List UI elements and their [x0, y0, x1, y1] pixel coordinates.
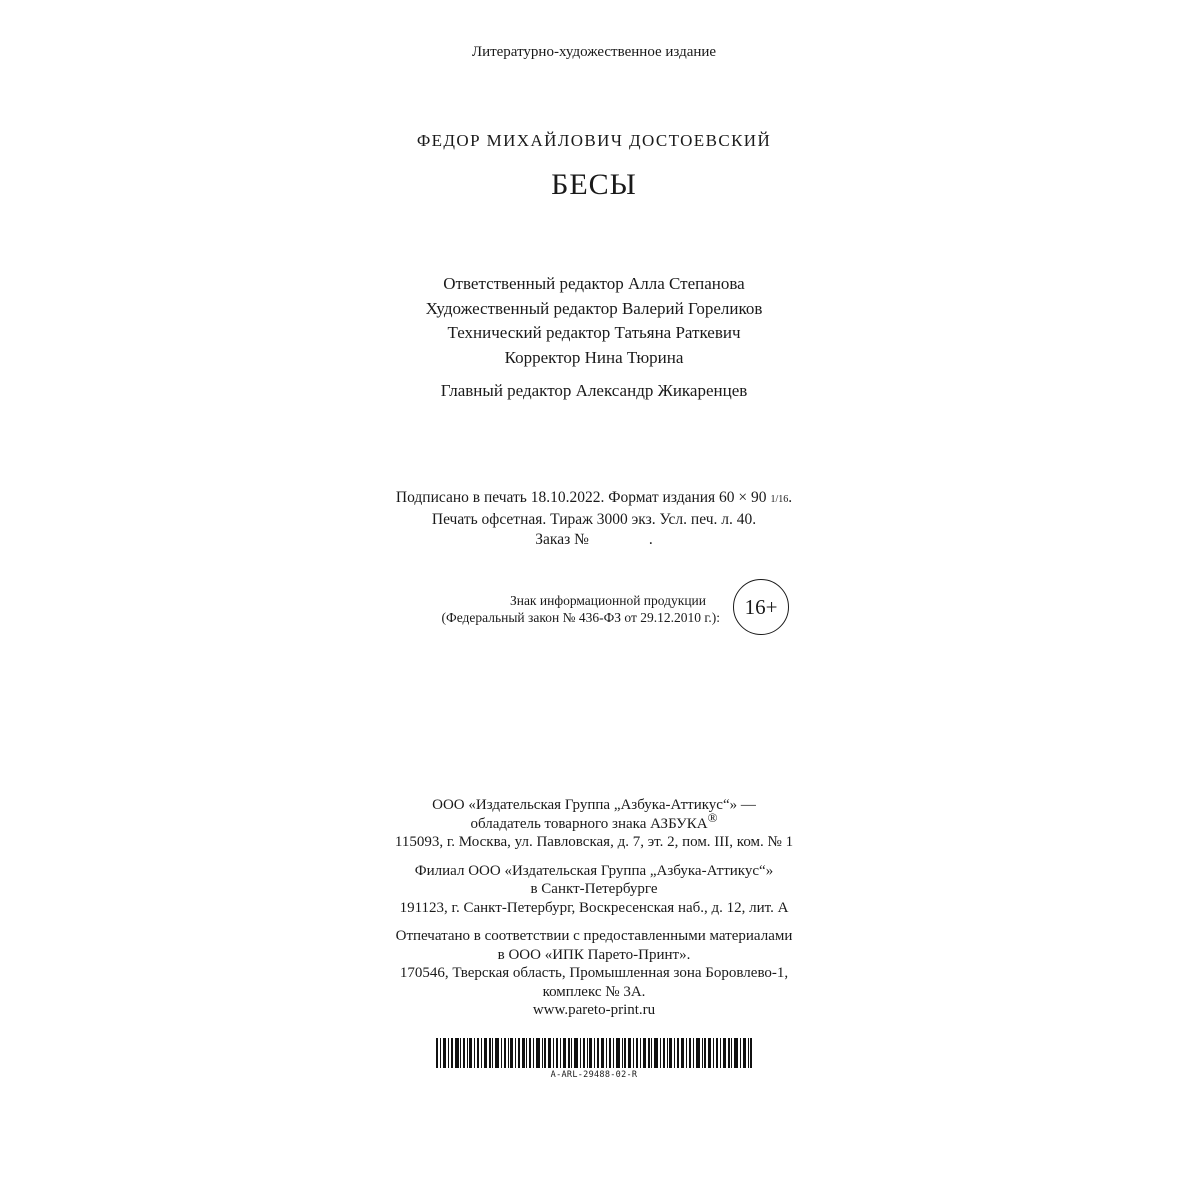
- edition-type: Литературно-художественное издание: [471, 44, 717, 60]
- branch-address: 191123, г. Санкт-Петербург, Воскресенская наб., д. 12, лит. А: [399, 899, 789, 916]
- printer-block: [0, 927, 1188, 1020]
- barcode-code: A-ARL-29488-02-R: [550, 1070, 638, 1080]
- printer-line-3: 170546, Тверская область, Промышленная зона Боровлево-1,: [399, 965, 789, 981]
- registered-mark: ®: [707, 809, 718, 825]
- branch-city: в Санкт-Петербурге: [530, 881, 658, 897]
- printer-website: www.pareto-print.ru: [532, 1002, 656, 1018]
- print-line-1: Подписано в печать 18.10.2022. Формат издания 60 × 90 1/16.: [395, 489, 793, 506]
- editor-line: Технический редактор Татьяна Раткевич: [447, 323, 741, 342]
- info-mark-line-2: (Федеральный закон № 436-ФЗ от 29.12.2010 г.):: [441, 610, 720, 625]
- order-number-line: Заказ № .: [535, 531, 653, 548]
- printer-line-2: в ООО «ИПК Парето-Принт».: [497, 946, 691, 963]
- editorial-credits: [0, 272, 1188, 404]
- book-title: БЕСЫ: [551, 168, 637, 201]
- publisher-info: [0, 796, 1188, 1030]
- print-info: [0, 488, 1188, 550]
- editor-line: Художественный редактор Валерий Гореликов: [425, 298, 763, 318]
- chief-editor-line: Главный редактор Александр Жикаренцев: [440, 381, 748, 400]
- branch-name: Филиал ООО «Издательская Группа „Азбука-Аттикус“»: [414, 862, 774, 879]
- printer-line-4: комплекс № 3А.: [542, 983, 646, 1000]
- branch-block: [0, 862, 1188, 918]
- editor-line: Ответственный редактор Алла Степанова: [443, 274, 745, 293]
- info-product-mark: [380, 592, 720, 626]
- barcode-icon: [436, 1038, 752, 1068]
- format-fraction: 1/16: [770, 494, 789, 505]
- author-name: ФЕДОР МИХАЙЛОВИЧ ДОСТОЕВСКИЙ: [416, 131, 772, 150]
- age-rating-badge: 16+: [733, 579, 789, 635]
- info-mark-line-1: Знак информационной продукции: [509, 593, 706, 608]
- print-line-2: Печать офсетная. Тираж 3000 экз. Усл. печ. л. 40.: [431, 511, 757, 528]
- trademark-line: обладатель товарного знака АЗБУКА®: [470, 809, 718, 832]
- publisher-address: 115093, г. Москва, ул. Павловская, д. 7, эт. 2, пом. III, ком. № 1: [394, 834, 794, 850]
- printer-line-1: Отпечатано в соответствии с предоставленными материалами: [395, 928, 793, 944]
- publisher-name: ООО «Издательская Группа „Азбука-Аттикус“» —: [432, 797, 756, 813]
- publisher-block: [0, 796, 1188, 852]
- editor-line: Корректор Нина Тюрина: [504, 347, 684, 367]
